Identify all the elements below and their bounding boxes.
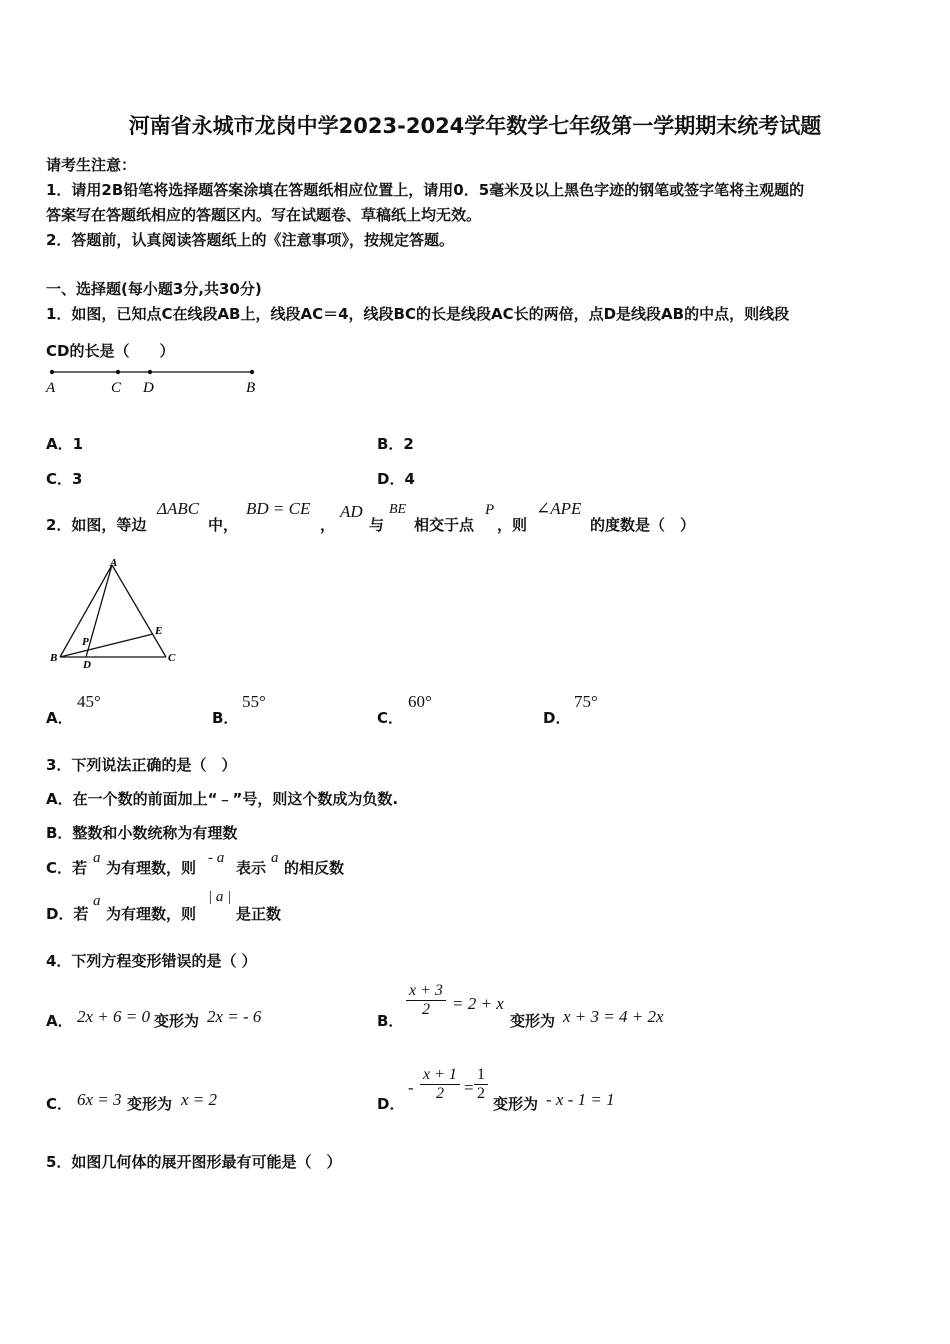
q3-stem: 3．下列说法正确的是（ ）: [46, 756, 237, 774]
notice-line-1a: 1．请用2B铅笔将选择题答案涂填在答题纸相应位置上，请用0．5毫米及以上黑色字迹的钢笔或签字笔将主观题的: [46, 181, 805, 199]
q4-option-d-fraction-2: [474, 1066, 488, 1103]
q3-option-c-part2: 为有理数，则: [106, 859, 197, 877]
q4-stem: 4．下列方程变形错误的是（ ）: [46, 952, 257, 970]
q5-stem: 5．如图几何体的展开图形最有可能是（ ）: [46, 1153, 342, 1171]
q2-text-5: ，则: [497, 516, 528, 534]
q4-option-b-rhs: = 2 + x: [452, 994, 504, 1013]
q3-option-b: B．整数和小数统称为有理数: [46, 824, 238, 842]
q1-option-d: D．4: [377, 470, 415, 488]
q2-option-a-value: 45°: [77, 692, 101, 711]
q3-option-d-var1: a: [93, 893, 101, 909]
q4-option-c-text: 变形为: [127, 1095, 173, 1113]
q1-option-b: B．2: [377, 435, 414, 453]
q3-option-a: A．在一个数的前面加上“﹣”号，则这个数成为负数.: [46, 790, 399, 808]
q2-label-c: C: [168, 652, 176, 664]
q4-option-d-text: 变形为: [493, 1095, 539, 1113]
section-heading: 一、选择题(每小题3分,共30分): [46, 280, 262, 298]
q4-option-a-math1: 2x + 6 = 0: [77, 1007, 150, 1026]
q2-label-d: D: [83, 659, 91, 671]
q2-label-b: B: [50, 652, 58, 664]
q2-option-d-letter: D．: [543, 709, 571, 727]
q2-math-bd-ce: BD = CE: [246, 499, 311, 518]
q3-option-c-part1: C．若: [46, 859, 88, 877]
q4-option-d-math2: - x - 1 = 1: [546, 1090, 615, 1109]
q2-triangle-figure: [44, 556, 184, 672]
q4-option-c-letter: C．: [46, 1095, 73, 1113]
q2-option-c-value: 60°: [408, 692, 432, 711]
q4-option-b-denominator: 2: [421, 1001, 430, 1018]
q4-option-b-letter: B．: [377, 1012, 404, 1030]
q2-label-p: P: [82, 636, 89, 648]
q2-text-1: 中，: [208, 516, 239, 534]
q4-option-a-text: 变形为: [154, 1012, 200, 1030]
notice-line-2: 2．答题前，认真阅读答题纸上的《注意事项》，按规定答题。: [46, 231, 454, 249]
q1-text-b: CD的长是（ ）: [46, 342, 175, 360]
q4-option-d-equals: =: [464, 1078, 474, 1097]
q4-option-d-minus: -: [408, 1078, 414, 1097]
q4-option-b-math2: x + 3 = 4 + 2x: [563, 1007, 664, 1026]
q1-option-a: A．1: [46, 435, 84, 453]
q3-option-d-part2: 为有理数，则: [106, 905, 197, 923]
q4-option-a-letter: A．: [46, 1012, 73, 1030]
q2-math-be: BE: [389, 502, 407, 517]
q4-option-d-denominator-1: 2: [435, 1085, 444, 1102]
q2-text-3: 与: [369, 516, 385, 534]
q1-option-c: C．3: [46, 470, 83, 488]
q1-point-label-b: B: [246, 380, 256, 396]
q3-option-c-part3: 表示: [236, 859, 267, 877]
q3-option-d-abs-a: | a |: [208, 889, 232, 905]
notice-heading: 请考生注意：: [46, 156, 137, 174]
q2-text-2: ，: [320, 516, 336, 534]
q4-option-b-text: 变形为: [510, 1012, 556, 1030]
q4-option-c-math2: x = 2: [181, 1090, 218, 1109]
q2-math-p: P: [485, 502, 495, 518]
q4-option-b-fraction: [406, 982, 446, 1019]
q4-option-d-denominator-2: 2: [477, 1085, 485, 1102]
q4-option-c-math1: 6x = 3: [77, 1090, 122, 1109]
q2-label-a: A: [110, 557, 118, 569]
q2-math-angle-ape: ∠APE: [536, 499, 582, 518]
q2-option-d-value: 75°: [574, 692, 598, 711]
q4-option-d-numerator-1: x + 1: [420, 1066, 460, 1085]
q4-option-d-letter: D．: [377, 1095, 405, 1113]
q3-option-c-var3: a: [271, 850, 279, 866]
q1-point-label-c: C: [111, 380, 122, 396]
q2-option-b-value: 55°: [242, 692, 266, 711]
q3-option-c-part4: 的相反数: [284, 859, 345, 877]
q2-prefix: 2．如图，等边: [46, 516, 147, 534]
q3-option-d-part1: D．若: [46, 905, 89, 923]
q1-text-a: 1．如图，已知点C在线段AB上，线段AC＝4，线段BC的长是线段AC长的两倍，点D是线段AB的中点，则线段: [46, 305, 790, 323]
notice-line-1b: 答案写在答题纸相应的答题区内。写在试题卷、草稿纸上均无效。: [46, 206, 482, 224]
q3-option-c-var2: - a: [208, 850, 225, 866]
q4-option-d-numerator-2: 1: [474, 1066, 488, 1085]
q4-option-a-math2: 2x = - 6: [207, 1007, 262, 1026]
q2-text-4: 相交于点: [414, 516, 475, 534]
q2-option-c-letter: C．: [377, 709, 404, 727]
q3-option-d-part3: 是正数: [236, 905, 282, 923]
q2-math-triangle: ΔABC: [157, 499, 200, 518]
q4-option-d-fraction-1: [420, 1066, 460, 1103]
q2-text-6: 的度数是（ ）: [590, 516, 696, 534]
q1-point-label-d: D: [143, 380, 154, 396]
q3-option-c-var1: a: [93, 850, 101, 866]
q2-option-b-letter: B．: [212, 709, 239, 727]
q1-line-segment-figure: [40, 362, 270, 398]
q2-label-e: E: [155, 625, 163, 637]
q2-option-a-letter: A．: [46, 709, 73, 727]
q1-point-label-a: A: [46, 380, 56, 396]
q2-math-ad: AD: [340, 502, 363, 521]
q4-option-b-numerator: x + 3: [406, 982, 446, 1001]
page-title: 河南省永城市龙岗中学2023-2024学年数学七年级第一学期期末统考试题: [128, 114, 822, 138]
